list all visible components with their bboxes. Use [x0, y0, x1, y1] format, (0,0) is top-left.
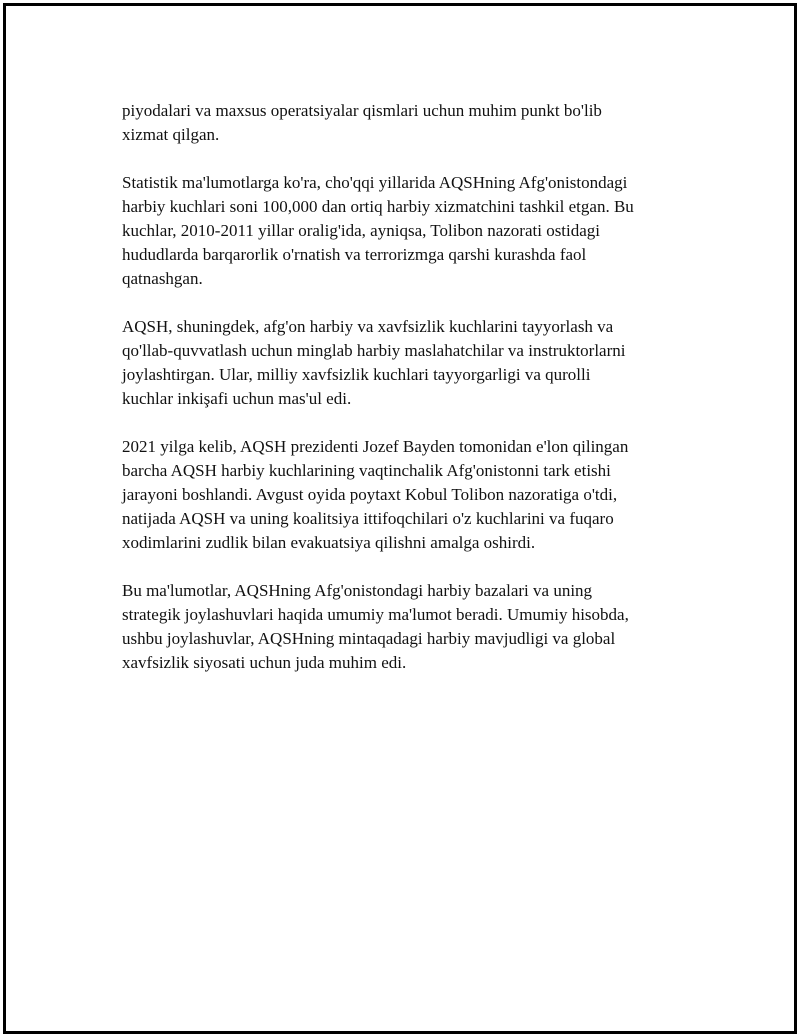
paragraph-line: jarayoni boshlandi. Avgust oyida poytaxt Kobul Tolibon nazoratiga o'tdi, [122, 485, 618, 504]
page-frame [3, 3, 797, 1034]
paragraph-line: qo'llab-quvvatlash uchun minglab harbiy maslahatchilar va instruktorlarni [122, 341, 626, 360]
paragraph-5 [122, 579, 682, 675]
paragraph-4 [122, 435, 682, 555]
paragraph-line: joylashtirgan. Ular, milliy xavfsizlik kuchlari tayyorgarligi va qurolli [122, 365, 591, 384]
paragraph-line: ushbu joylashuvlar, AQSHning mintaqadagi harbiy mavjudligi va global [122, 629, 616, 648]
paragraph-line: piyodalari va maxsus operatsiyalar qismlari uchun muhim punkt bo'lib [122, 101, 602, 120]
paragraph-line: Statistik ma'lumotlarga ko'ra, cho'qqi yillarida AQSHning Afg'onistondagi [122, 173, 628, 192]
paragraph-line: Bu ma'lumotlar, AQSHning Afg'onistondagi harbiy bazalari va uning [122, 581, 593, 600]
paragraph-line: 2021 yilga kelib, AQSH prezidenti Jozef Bayden tomonidan e'lon qilingan [122, 437, 629, 456]
paragraph-line: xodimlarini zudlik bilan evakuatsiya qilishni amalga oshirdi. [122, 533, 536, 552]
paragraph-1 [122, 99, 682, 147]
paragraph-line: xizmat qilgan. [122, 125, 220, 144]
paragraph-line: strategik joylashuvlari haqida umumiy ma'lumot beradi. Umumiy hisobda, [122, 605, 629, 624]
paragraph-line: kuchlar, 2010-2011 yillar oralig'ida, ayniqsa, Tolibon nazorati ostidagi [122, 221, 601, 240]
paragraph-2 [122, 171, 682, 291]
paragraph-3 [122, 315, 682, 411]
paragraph-line: xavfsizlik siyosati uchun juda muhim edi. [122, 653, 407, 672]
paragraph-line: natijada AQSH va uning koalitsiya ittifoqchilari o'z kuchlarini va fuqaro [122, 509, 614, 528]
paragraph-line: qatnashgan. [122, 269, 203, 288]
paragraph-line: AQSH, shuningdek, afg'on harbiy va xavfsizlik kuchlarini tayyorlash va [122, 317, 614, 336]
paragraph-line: kuchlar inkişafi uchun mas'ul edi. [122, 389, 352, 408]
paragraph-line: harbiy kuchlari soni 100,000 dan ortiq harbiy xizmatchini tashkil etgan. Bu [122, 197, 634, 216]
paragraph-line: barcha AQSH harbiy kuchlarining vaqtinchalik Afg'onistonni tark etishi [122, 461, 611, 480]
document-body [122, 99, 682, 699]
paragraph-line: hududlarda barqarorlik o'rnatish va terrorizmga qarshi kurashda faol [122, 245, 587, 264]
